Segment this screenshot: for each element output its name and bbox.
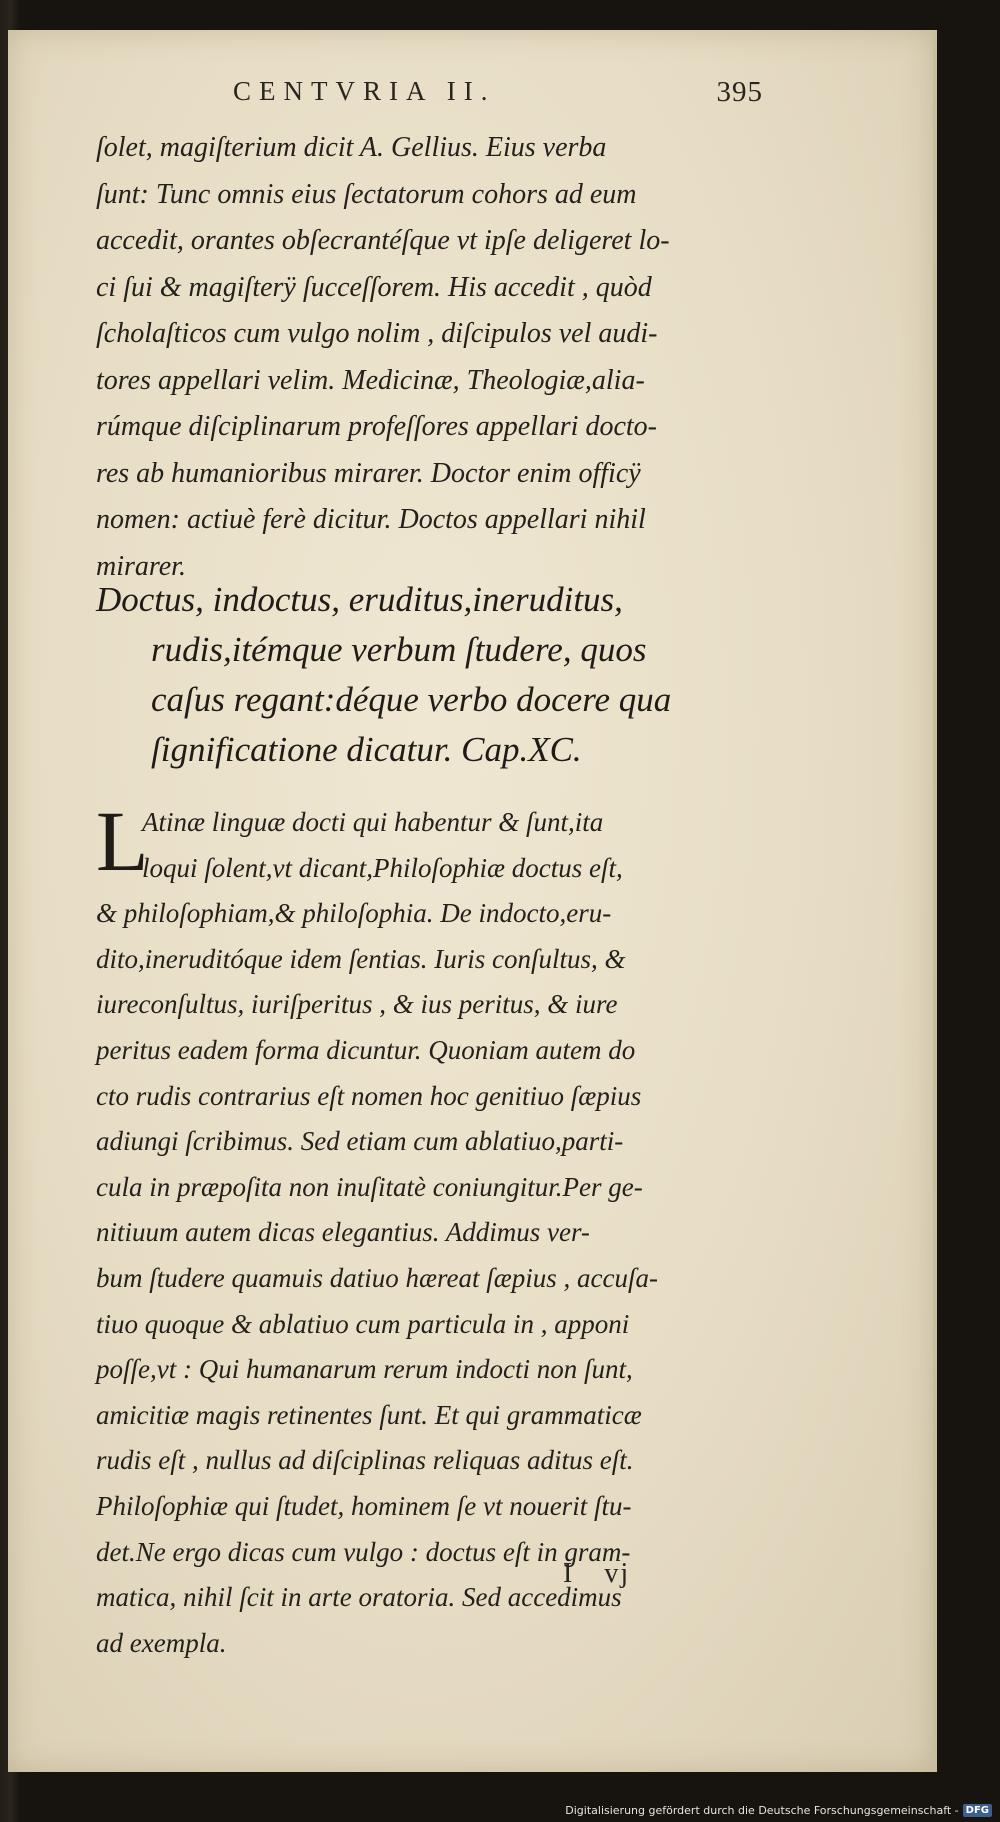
text-line: Atinæ linguæ docti qui habentur & ſunt,ita <box>142 807 604 837</box>
digitization-credit <box>565 1802 992 1818</box>
signature-mark <box>563 1558 630 1590</box>
text-line: rudis eſt , nullus ad diſciplinas reliquas aditus eſt. <box>96 1445 634 1476</box>
text-line: accedit, orantes obſecrantéſque vt ipſe deligeret lo- <box>96 225 670 256</box>
text-line: cto rudis contrarius eſt nomen hoc genitiuo ſæpius <box>96 1080 642 1111</box>
text-line: peritus eadem forma dicuntur. Quoniam autem do <box>96 1034 636 1065</box>
text-line: matica, nihil ſcit in arte oratoria. Sed accedimus <box>96 1582 622 1613</box>
text-line: ſcholaſticos cum vulgo nolim , diſcipulos vel audi- <box>96 318 658 349</box>
drop-cap: L <box>96 793 149 889</box>
page-header <box>233 76 763 116</box>
book-page <box>8 30 937 1772</box>
text-line: amicitiæ magis retinentes ſunt. Et qui grammaticæ <box>96 1399 642 1430</box>
text-line: res ab humanioribus mirarer. Doctor enim officÿ <box>96 457 641 489</box>
text-line: det.Ne ergo dicas cum vulgo : doctus eſt in gram- <box>96 1536 631 1567</box>
paragraph-continued <box>96 125 776 590</box>
text-line: loqui ſolent,vt dicant,Philoſophiæ doctus eſt, <box>142 852 623 883</box>
dfg-logo: DFG <box>963 1804 992 1817</box>
text-line: nomen: actiuè ferè dicitur. Doctos appellari nihil <box>96 504 646 535</box>
text-line: dito,ineruditóque idem ſentias. Iuris conſultus, & <box>96 943 626 974</box>
text-line: ſunt: Tunc omnis eius ſectatorum cohors ad eum <box>96 178 637 210</box>
chapter-paragraph <box>96 793 776 1666</box>
chapter-heading <box>96 575 796 775</box>
text-line: tiuo quoque & ablatiuo cum particula in , apponi <box>96 1308 630 1339</box>
text-line: bum ſtudere quamuis datiuo hæreat ſæpius , accuſa- <box>96 1262 658 1293</box>
signature-letter: I <box>563 1558 575 1589</box>
running-title: CENTVRIA II. <box>233 76 496 106</box>
credit-text: Digitalisierung gefördert durch die Deutsche Forschungsgemeinschaft - <box>565 1803 959 1817</box>
signature-roman: vj <box>604 1558 631 1589</box>
text-line: ſolet, magiſterium dicit A. Gellius. Eius verba <box>96 132 607 163</box>
text-line: iureconſultus, iuriſperitus , & ius peritus, & iure <box>96 989 618 1020</box>
text-line: rúmque diſciplinarum profeſſores appellari docto- <box>96 411 657 442</box>
text-line: nitiuum autem dicas elegantius. Addimus ver- <box>96 1217 590 1248</box>
text-line: cula in præpoſita non inuſitatè coniungitur.Per ge- <box>96 1171 643 1202</box>
heading-line: rudis,itémque verbum ſtudere, quos <box>151 630 647 669</box>
text-line: ad exempla. <box>96 1627 227 1658</box>
heading-line: ſignificatione dicatur. Cap.XC. <box>151 730 582 769</box>
text-line: ci ſui & magiſterÿ ſucceſſorem. His accedit , quòd <box>96 271 652 303</box>
heading-line: caſus regant:déque verbo docere qua <box>151 680 672 719</box>
text-line: mirarer. <box>96 550 186 582</box>
text-line: Philoſophiæ qui ſtudet, hominem ſe vt nouerit ſtu- <box>96 1490 632 1521</box>
text-line: tores appellari velim. Medicinæ, Theologiæ,alia- <box>96 364 645 396</box>
text-line: & philoſophiam,& philoſophia. De indocto,eru- <box>96 898 612 929</box>
text-line: poſſe,vt : Qui humanarum rerum indocti non ſunt, <box>96 1354 633 1385</box>
text-line: adiungi ſcribimus. Sed etiam cum ablatiuo,parti- <box>96 1126 624 1157</box>
heading-line: Doctus, indoctus, eruditus,ineruditus, <box>96 580 623 619</box>
page-number: 395 <box>716 76 763 108</box>
